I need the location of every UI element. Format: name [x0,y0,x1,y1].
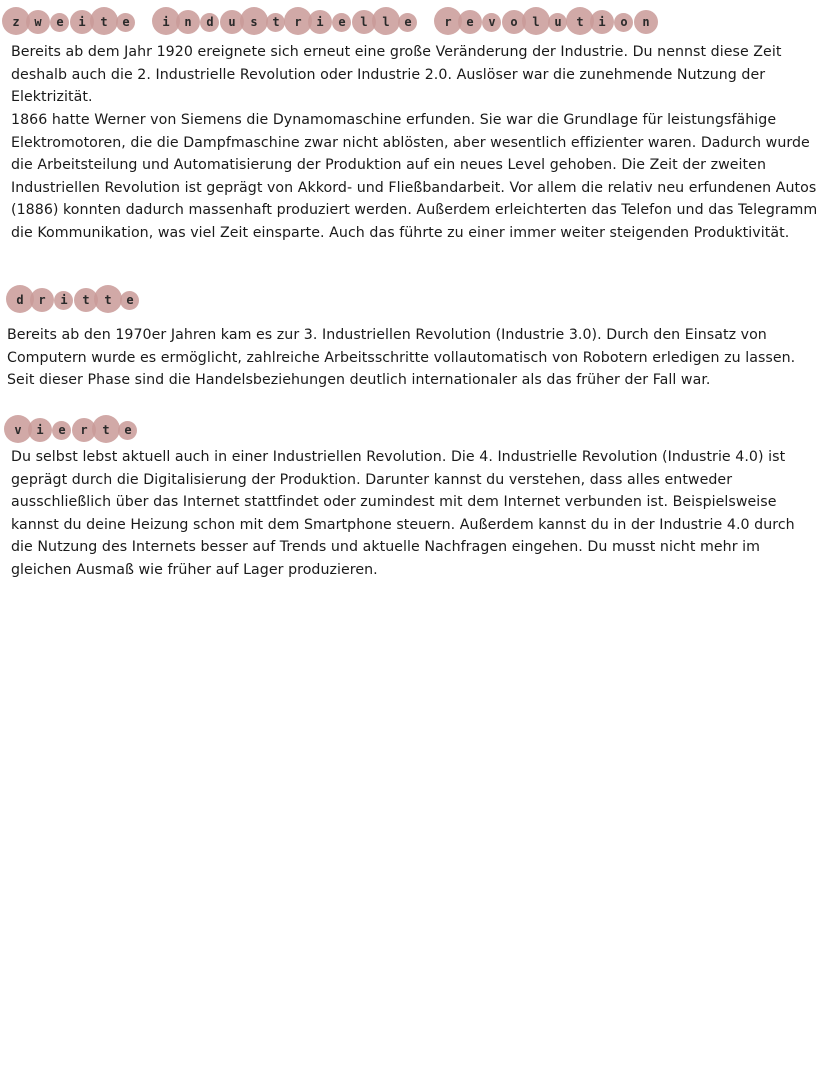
heading-letter: d [10,290,30,310]
heading-letter: i [310,12,330,32]
heading-letter: t [76,290,96,310]
heading-letter: l [354,12,374,32]
heading-letter: r [438,12,458,32]
heading-letter: e [398,12,418,32]
heading-letter: t [98,290,118,310]
heading-letter: r [74,420,94,440]
heading-letter: n [178,12,198,32]
heading-letter: i [592,12,612,32]
heading-letter: i [54,290,74,310]
heading-letter: n [636,12,656,32]
heading-letter: i [156,12,176,32]
heading-letter: z [6,12,26,32]
paragraph-zweite-intro: Bereits ab dem Jahr 1920 ereignete sich erneut eine große Veränderung der Industrie. Du nennst diese Zeit deshalb auch die 2. Industrielle Revolution oder Industrie 2.0. Auslöser war die zunehmende Nutzung der Elektrizität. [11,44,782,106]
heading-letter: v [8,420,28,440]
heading-letter: e [120,290,140,310]
heading-letter: v [482,12,502,32]
paragraph-zweite-siemens: 1866 hatte Werner von Siemens die Dynamomaschine erfunden. Sie war die Grundlage für leistungsfähige Elektromotoren, die die Dampfmaschine zwar nicht ablösten, aber wesentlich effizienter waren. Dadurch wurde die Arbeitsteilung und Automatisierung der Produktion auf ein neues Level gehoben. Die Zeit der zweiten Industriellen Revolution ist geprägt von Akkord- und Fließbandarbeit. Vor allem die relativ neu erfundenen Autos (1886) konnten dadurch massenhaft produziert werden. Außerdem erleichterten das Telefon und das Telegramm die Kommunikation, was viel Zeit einsparte. Auch das führte zu einer immer weiter steigenden Produktivität. [11,112,818,241]
heading-letter: e [50,12,70,32]
heading-letter: e [116,12,136,32]
heading-letter: e [332,12,352,32]
heading-letter: u [222,12,242,32]
heading-letter: e [52,420,72,440]
paragraph-dritte: Bereits ab den 1970er Jahren kam es zur 3. Industriellen Revolution (Industrie 3.0). Durch den Einsatz von Computern wurde es ermöglicht, zahlreiche Arbeitsschritte vollautomatisch von Robotern erledigen zu lassen. Seit dieser Phase sind die Handelsbeziehungen deutlich internationaler als das früher der Fall war. [7,327,796,389]
heading-letter: l [526,12,546,32]
heading-letter: t [570,12,590,32]
heading-word [6,12,138,32]
heading-letter: o [504,12,524,32]
heading-vierte [8,420,158,440]
heading-letter: i [72,12,92,32]
heading-letter: d [200,12,220,32]
heading-word [438,12,658,32]
heading-letter: e [118,420,138,440]
heading-word [156,12,420,32]
heading-dritte [10,290,160,310]
heading-letter: s [244,12,264,32]
heading-letter: l [376,12,396,32]
paragraph-vierte: Du selbst lebst aktuell auch in einer Industriellen Revolution. Die 4. Industrielle Revolution (Industrie 4.0) ist geprägt durch die Digitalisierung der Produktion. Darunter kannst du verstehen, dass alles entweder ausschließlich über das Internet stattfindet oder zumindest mit dem Internet verbunden ist. Beispielsweise kannst du deine Heizung schon mit dem Smartphone steuern. Außerdem kannst du in der Industrie 4.0 durch die Nutzung des Internets besser auf Trends und aktuelle Nachfragen eingehen. Du musst nicht mehr im gleichen Ausmaß wie früher auf Lager produzieren. [11,449,795,578]
heading-letter: t [96,420,116,440]
heading-letter: t [266,12,286,32]
heading-letter: r [288,12,308,32]
heading-letter: e [460,12,480,32]
heading-word [8,420,140,440]
heading-zweite-industrielle-revolution [6,12,676,32]
heading-letter: w [28,12,48,32]
heading-letter: u [548,12,568,32]
heading-word [10,290,142,310]
heading-letter: i [30,420,50,440]
heading-letter: r [32,290,52,310]
heading-letter: t [94,12,114,32]
heading-letter: o [614,12,634,32]
